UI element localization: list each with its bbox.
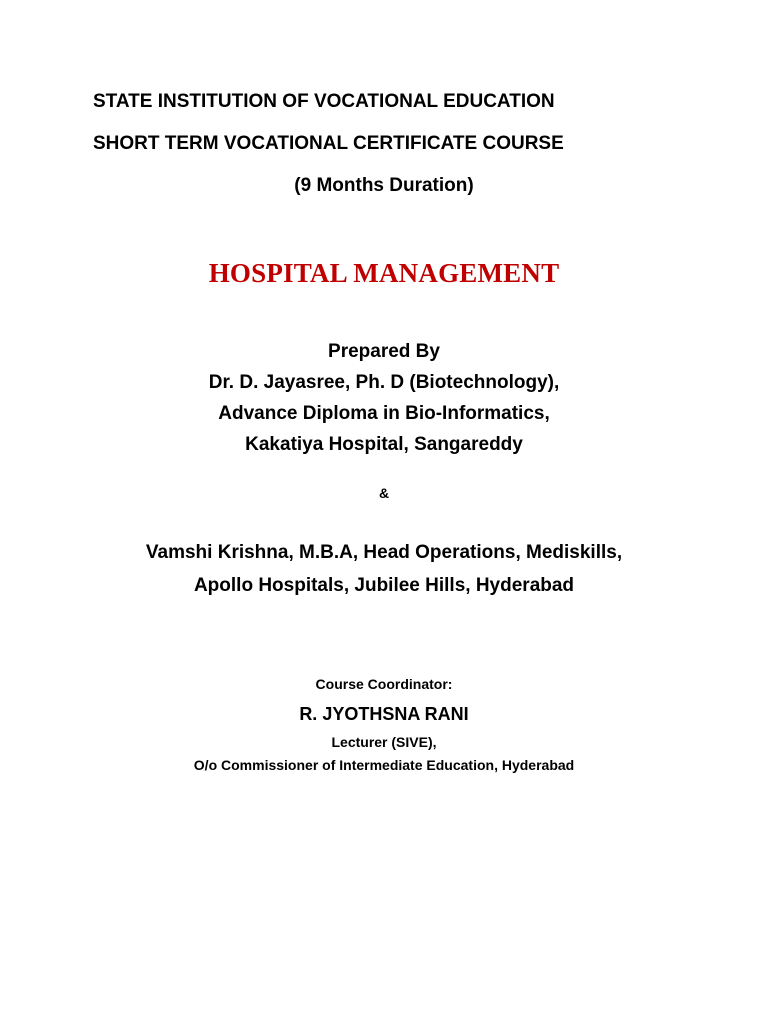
coordinator-name: R. JYOTHSNA RANI [299,704,469,724]
document-title: HOSPITAL MANAGEMENT [208,258,560,288]
author1-name: Dr. D. Jayasree, Ph. D (Biotechnology), [208,372,560,393]
prepared-by-heading: Prepared By [328,341,440,362]
author-separator: & [378,485,390,501]
course-duration: (9 Months Duration) [294,175,474,196]
author2-organization: Apollo Hospitals, Jubilee Hills, Hyderabad [193,575,575,596]
coordinator-role: Lecturer (SIVE), [331,734,437,750]
coordinator-label: Course Coordinator: [315,676,453,692]
author1-qualification: Advance Diploma in Bio-Informatics, [218,403,550,424]
author1-organization: Kakatiya Hospital, Sangareddy [245,434,523,455]
institution-heading: STATE INSTITUTION OF VOCATIONAL EDUCATION [93,91,555,112]
author2-name: Vamshi Krishna, M.B.A, Head Operations, Mediskills, [145,542,623,563]
course-heading: SHORT TERM VOCATIONAL CERTIFICATE COURSE [93,133,564,154]
coordinator-office: O/o Commissioner of Intermediate Education, Hyderabad [193,757,575,773]
